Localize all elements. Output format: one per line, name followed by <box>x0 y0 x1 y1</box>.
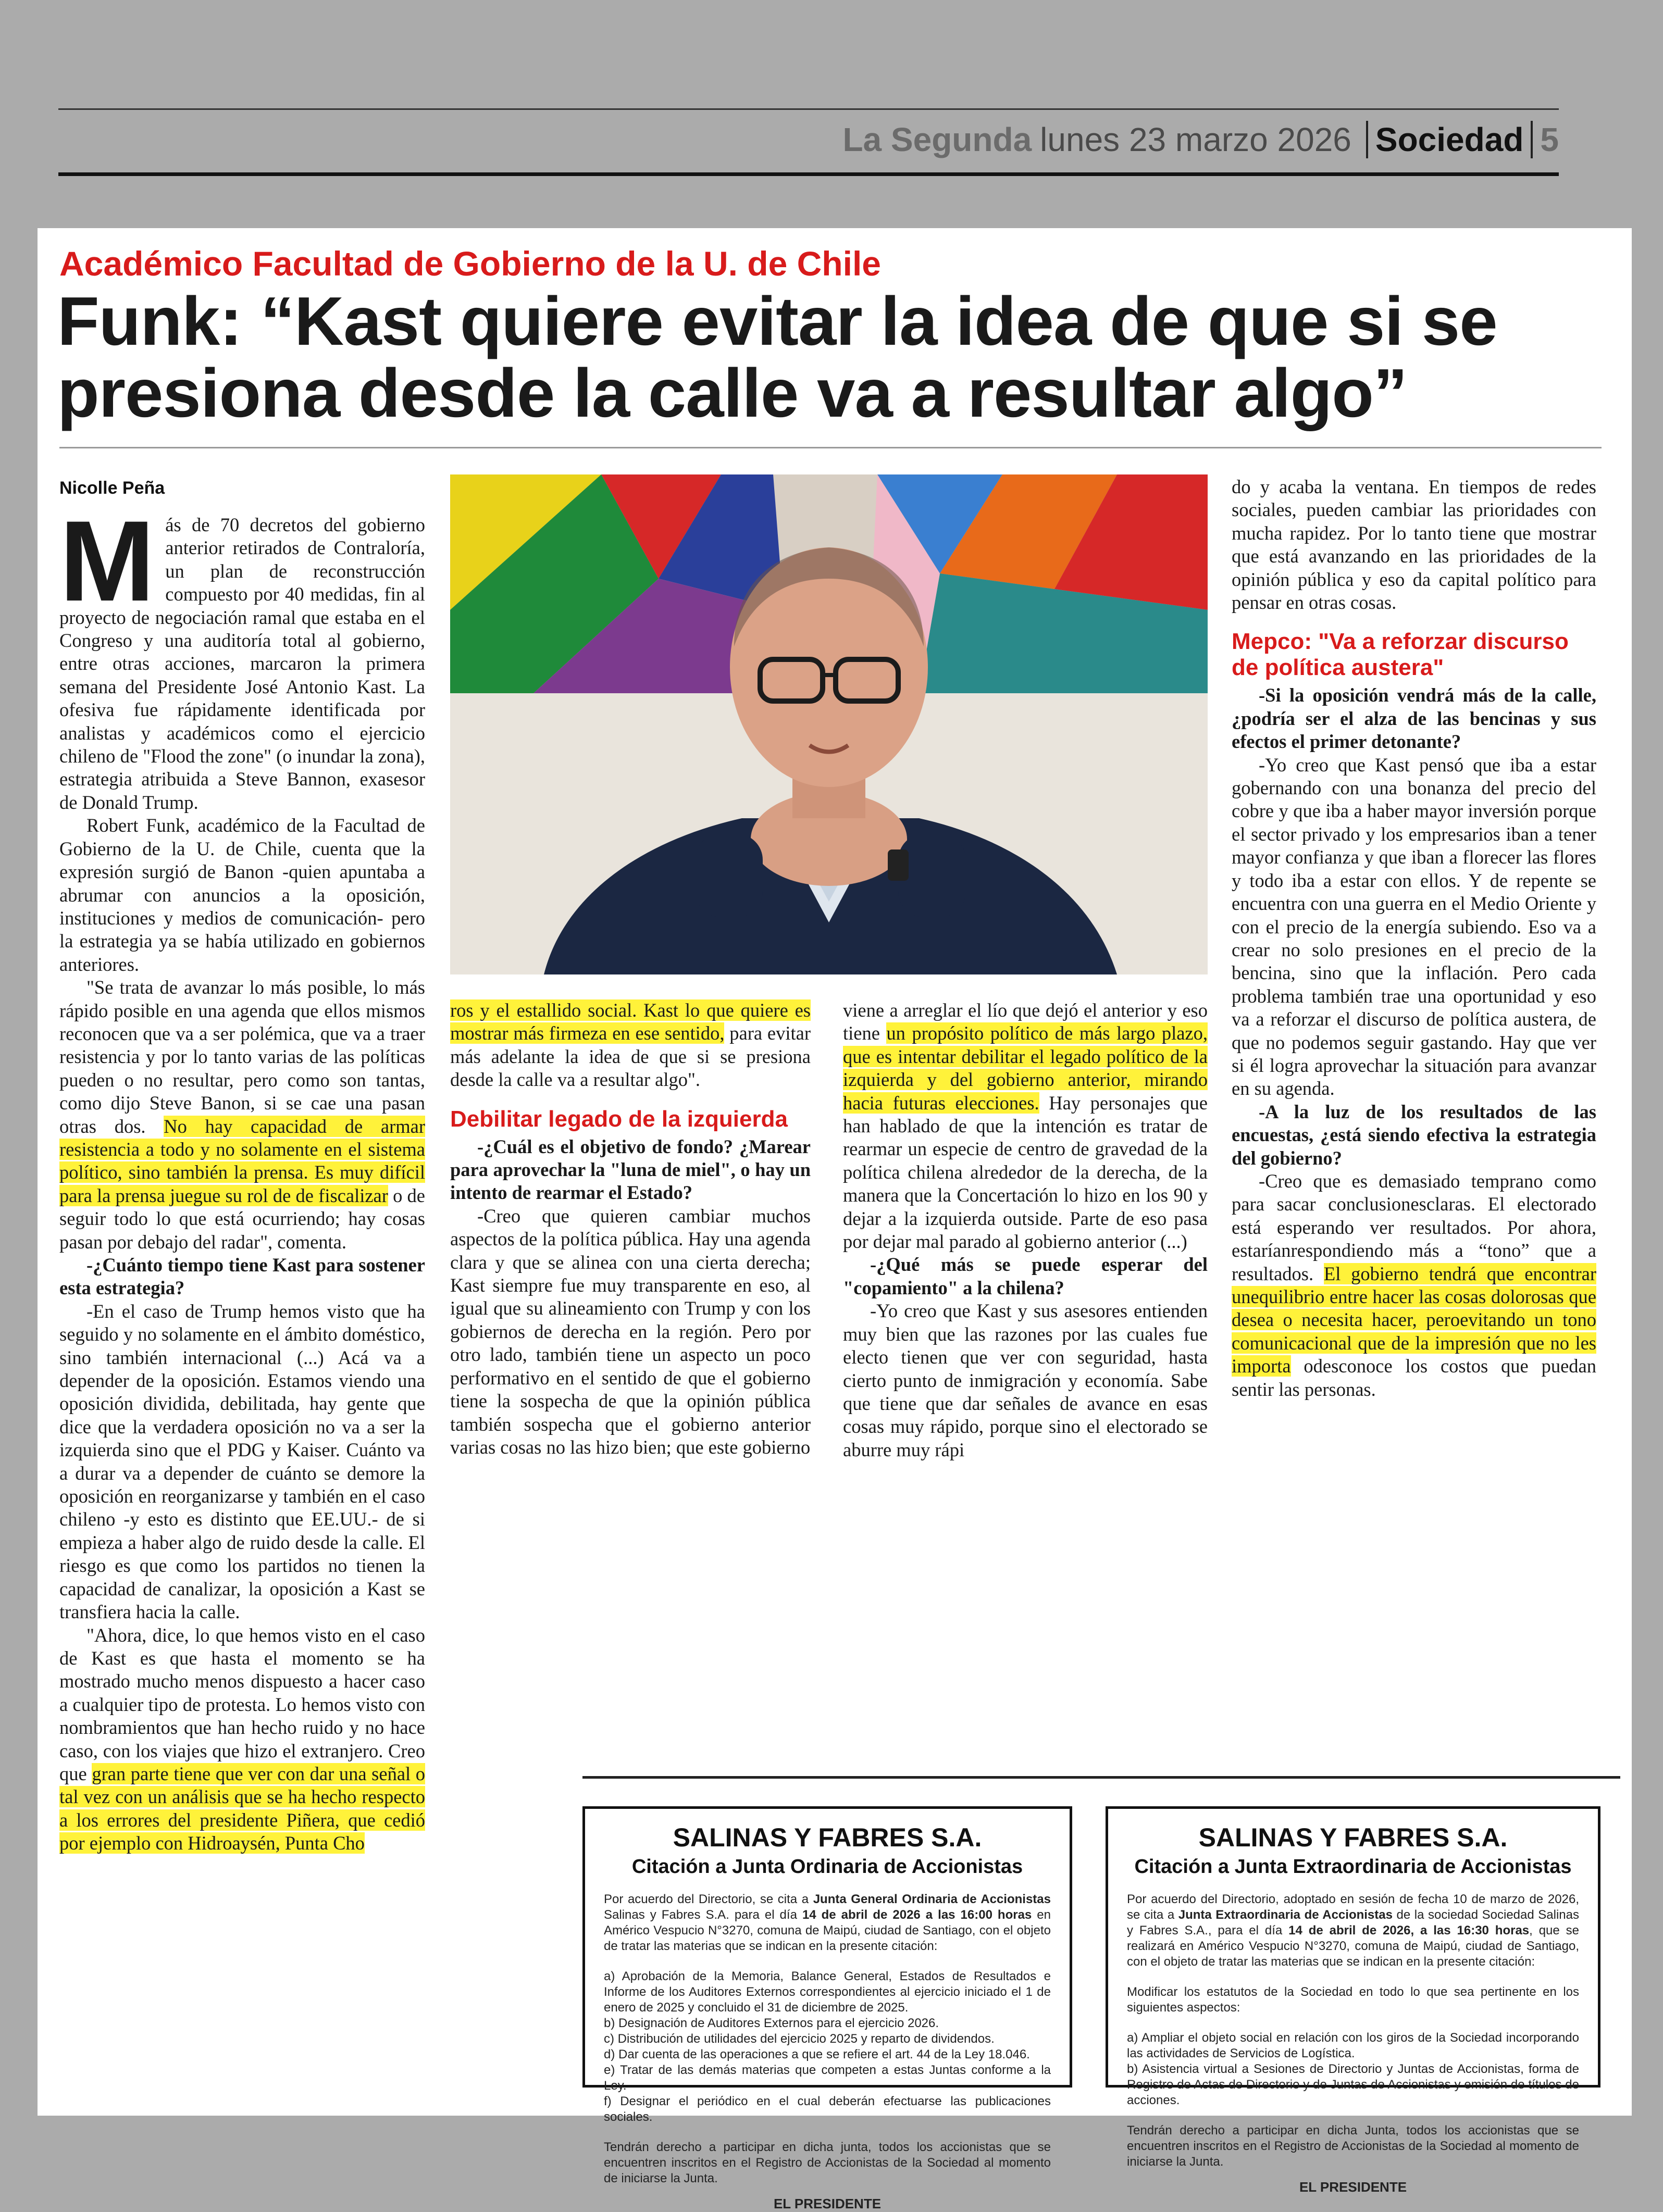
masthead-row <box>842 119 1559 160</box>
notice-subtitle: Citación a Junta Extraordinaria de Accionistas <box>1134 1856 1572 1878</box>
paragraph-text: ás de 70 decretos del gobierno anterior retirados de Contraloría, un plan de reconstrucción compuesto por 40 medidas, fin al proyecto de negociación ramal que estaba en el Congreso y una auditoría total al gobierno, entre otras acciones, marcaron la primera semana del Presidente José Antonio Kast. La ofesiva fue rápidamente identificada por analistas y académicos como el ejercicio chileno de "Flood the zone" (o inundar la zona), estrategia atribuida a Steve Bannon, exasesor de Donald Trump. <box>59 514 425 813</box>
section-name: Sociedad <box>1375 121 1524 158</box>
paragraph-text: para evitar más adelante la idea de que si se presiona desde la calle va a resultar algo". <box>450 1022 811 1091</box>
paragraph: -En el caso de Trump hemos visto que ha seguido y no solamente en el ámbito doméstico, sino también internacional (...) Acá va a depender de la oposición. Estamos viendo una oposición dividida, debilitada, hay gente que dice que la verdadera oposición no va a ser la izquierda sino que el PDG y Kaiser. Cuánto va a durar va a depender de cuánto se demore la oposición en reorganizarse y también en el caso chileno -y esto es distinto que EE.UU.- de si empieza a haber algo de ruido desde la calle. El riesgo es que como los partidos no tienen la capacidad de canalizar, la oposición a Kast se transfiera hacia la calle. <box>59 1300 425 1623</box>
interview-question: -Si la oposición vendrá más de la calle, ¿podría ser el alza de las bencinas y sus efectos el primer detonante? <box>1232 684 1596 753</box>
notice-bold: Junta Extraordinaria de Accionistas <box>1178 1908 1393 1922</box>
paragraph <box>59 976 425 1254</box>
notice-item: a) Aprobación de la Memoria, Balance General, Estados de Resultados e Informe de los Auditores Externos correspondientes al ejercicio iniciado el 1 de enero de 2025 y concluido el 31 de diciembre de 2025. <box>604 1969 1051 2015</box>
notice-intro <box>1127 1892 1579 1970</box>
notice-body <box>585 1892 1070 2186</box>
notice-bold: Junta General Ordinaria de Accionistas <box>813 1892 1051 1906</box>
interview-question: -¿Cuál es el objetivo de fondo? ¿Marear para aprovechar la "luna de miel", o hay un intento de rearmar el Estado? <box>450 1135 811 1204</box>
newspaper-name: La Segunda <box>842 121 1032 158</box>
article-column-1 <box>59 497 426 1855</box>
notice-text: en Américo Vespucio N°3270, comuna de Maipú, ciudad de Santiago, con el objeto de tratar las materias que se indican en la presente citación: <box>604 1908 1051 1953</box>
portrait-image <box>450 474 1208 974</box>
issue-date: lunes 23 marzo 2026 <box>1040 121 1351 158</box>
paragraph <box>843 999 1208 1253</box>
paragraph <box>450 999 811 1092</box>
notice-closing: Tendrán derecho a participar en dicha junta, todos los accionistas que se encuentren inscritos en el Registro de Accionistas de la Sociedad al momento de iniciarse la Junta. <box>604 2140 1051 2185</box>
highlighted-text: No hay capacidad de armar resistencia a todo y no solamente en el sistema político, sino también la prensa. Es muy difícil para la prensa juegue su rol de de fiscalizar <box>59 1115 425 1206</box>
legal-notice-extraordinary <box>1106 1806 1600 2195</box>
notice-text: Por acuerdo del Directorio, se cita a <box>604 1892 813 1906</box>
newspaper-page <box>38 228 1632 2211</box>
legal-notice-ordinary <box>582 1806 1072 2211</box>
masthead-divider <box>1366 121 1368 158</box>
headline-divider <box>59 447 1602 448</box>
highlighted-text: un propósito político de más largo plazo, que es intentar debilitar el legado político de la izquierda y del gobierno anterior, mirando hacia futuras elecciones. <box>843 1022 1208 1114</box>
paragraph-text: Hay personajes que han hablado de que la intención es tratar de rearmar un especie de centro de gravedad de la política chilena alrededor de la derecha, de la manera que la Concertación lo hizo en los 90 y dejar a la izquierda outside. Parte de eso pasa por dejar mal parado al gobierno anterior (...) <box>843 1092 1208 1253</box>
notice-item: f) Designar el periódico en el cual deberán efectuarse las publicaciones sociales. <box>604 2094 1051 2124</box>
notice-item: b) Designación de Auditores Externos para el ejercicio 2026. <box>604 2016 939 2030</box>
notice-items <box>1127 2030 1579 2108</box>
notice-company: SALINAS Y FABRES S.A. <box>1198 1823 1508 1852</box>
notice-item: c) Distribución de utilidades del ejercicio 2025 y reparto de dividendos. <box>604 2032 995 2046</box>
paragraph-text: viene a arreglar el lío que dejó el anterior y eso tiene <box>843 999 1208 1044</box>
highlighted-text: gran parte tiene que ver con dar una señal o tal vez con un análisis que se ha hecho respecto a los errores del presidente Piñera, que cedió por ejemplo con Hidroaysén, Punta Cho <box>59 1763 426 1854</box>
notice-text: , que se realizará en Américo Vespucio N°3270, comuna de Maipú, ciudad de Santiago, con el objeto de tratar las materias que se indican en la presente citación: <box>1127 1923 1579 1969</box>
article-column-3 <box>843 999 1208 1461</box>
paragraph <box>1232 1170 1596 1401</box>
interview-question: -A la luz de los resultados de las encuestas, ¿está siendo efectiva la estrategia del gobierno? <box>1232 1101 1596 1169</box>
article-byline: Nicolle Peña <box>59 478 165 498</box>
section-subhead: Debilitar legado de la izquierda <box>450 1106 788 1132</box>
drop-cap: M <box>59 497 155 625</box>
notice-subtitle: Citación a Junta Ordinaria de Accionistas <box>631 1856 1023 1878</box>
article-headline: Funk: “Kast quiere evitar la idea de que si se presiona desde la calle va a resultar algo” <box>57 283 1497 431</box>
paragraph-text: "Ahora, dice, lo que hemos visto en el caso de Kast es que hasta el momento se ha mostrado mucho menos dispuesto a hacer caso a cualquier tipo de protesta. Lo hemos visto con nombramientos que han hecho ruido y no hace caso, con los viajes que hizo el extranjero. Creo que <box>59 1624 425 1784</box>
page-number: 5 <box>1540 121 1559 158</box>
section-subhead: Mepco: "Va a reforzar discurso de política austera" <box>1232 629 1569 681</box>
notice-items <box>604 1969 1051 2125</box>
highlighted-text: El gobierno tendrá que encontrar unequilibrio entre hacer las cosas dolorosas que desea o necesita hacer, peroevitando un tono comunicacional que de la impresión que no les importa <box>1232 1263 1596 1377</box>
notice-text: Salinas y Fabres S.A. para el día <box>604 1908 802 1922</box>
masthead <box>58 108 1559 176</box>
highlighted-text: ros y el estallido social. Kast lo que quiere es mostrar más firmeza en ese sentido, <box>450 999 811 1044</box>
ads-divider <box>582 1776 1620 1779</box>
paragraph-text: "Se trata de avanzar lo más posible, lo más rápido posible en una agenda que ellos mismos reconocen que va a ser polémica, que va a traer resistencia y por lo tanto varias de las políticas pueden o no resultar, pero como son tantas, como dijo Steve Banon, si se cae una pasan otras dos. <box>59 977 425 1137</box>
notice-signature: EL PRESIDENTE <box>773 2196 882 2211</box>
paragraph: do y acaba la ventana. En tiempos de redes sociales, pueden cambiar las prioridades con mucha rapidez. Por lo tanto tiene que mostrar que está avanzando en las prioridades de la opinión pública y eso da capital político para pensar en otras cosas. <box>1232 476 1596 614</box>
paragraph <box>59 497 425 814</box>
notice-text: de la sociedad Sociedad Salinas y Fabres S.A., para el día <box>1127 1908 1579 1938</box>
masthead-divider <box>1531 121 1533 158</box>
paragraph-text: -Creo que es demasiado temprano como para sacar conclusionesclaras. El electorado está esperando ver resultados. Por ahora, estaríanrespondiendo más a “tono” que a resultados. <box>1232 1170 1596 1284</box>
notice-company: SALINAS Y FABRES S.A. <box>673 1823 982 1852</box>
interview-question: -¿Cuánto tiempo tiene Kast para sostener esta estrategia? <box>59 1254 425 1299</box>
paragraph: Robert Funk, académico de la Facultad de Gobierno de la U. de Chile, cuenta que la expresión surgió de Banon -quien apuntaba a abrumar con anuncios a la oposición, instituciones y medios de comunicación- pero la estrategia ya se había utilizado en gobiernos anteriores. <box>59 815 425 975</box>
paragraph: -Creo que quieren cambiar muchos aspectos de la política pública. Hay una agenda clara y que se alinea con una cierta derecha; Kast siempre fue muy transparente en eso, al igual que su alineamiento con Trump y con los gobiernos de derecha en la región. Pero por otro lado, también tiene un aspecto un poco performativo en el sentido de que el gobierno tiene la sospecha de que la opinión pública también sospecha que el gobierno anterior varias cosas no las hizo bien; que este gobierno <box>450 1205 811 1458</box>
notice-closing: Tendrán derecho a participar en dicha Junta, todos los accionistas que se encuentren inscritos en el Registro de Accionistas de la Sociedad al momento de iniciarse la Junta. <box>1127 2123 1579 2169</box>
notice-intro <box>604 1892 1051 1954</box>
notice-item: d) Dar cuenta de las operaciones a que se refiere el art. 44 de la Ley 18.046. <box>604 2047 1030 2061</box>
notice-bold: 14 de abril de 2026 a las 16:00 horas <box>802 1908 1032 1922</box>
notice-body <box>1108 1892 1598 2170</box>
notice-bold: 14 de abril de 2026, a las 16:30 horas <box>1288 1923 1530 1938</box>
notice-item: a) Ampliar el objeto social en relación con los giros de la Sociedad incorporando las actividades de Servicios de Logística. <box>1127 2031 1579 2060</box>
notice-item: b) Asistencia virtual a Sesiones de Directorio y Juntas de Accionistas, forma de Registro de Actas de Directorio y de Juntas de Accionistas y emisión de títulos de acciones. <box>1127 2062 1579 2107</box>
notice-signature: EL PRESIDENTE <box>1299 2179 1407 2195</box>
masthead-top-rule <box>58 108 1559 110</box>
paragraph-text: o de seguir todo lo que está ocurriendo; hay cosas pasan por debajo del radar", comenta. <box>59 1184 425 1253</box>
article-column-4 <box>1232 476 1596 1401</box>
interview-question: -¿Qué más se puede esperar del "copamiento" a la chilena? <box>843 1254 1208 1298</box>
notice-item: e) Tratar de las demás materias que competen a estas Juntas conforme a la Ley. <box>604 2063 1051 2093</box>
notice-lead: Modificar los estatutos de la Sociedad en todo lo que sea pertinente en los siguientes aspectos: <box>1127 1985 1579 2015</box>
paragraph: -Yo creo que Kast y sus asesores entienden muy bien que las razones por las cuales fue electo tienen que ver con seguridad, hasta cierto punto de inmigración y economía. Sabe que tiene que dar señales de avance en esas cosas muy rápido, porque sino el electorado se aburre muy rápi <box>843 1300 1208 1460</box>
article-column-2 <box>450 999 811 1459</box>
article-kicker: Académico Facultad de Gobierno de la U. de Chile <box>59 244 882 283</box>
masthead-bottom-rule <box>58 172 1559 176</box>
article-photo <box>450 474 1208 974</box>
paragraph <box>59 1624 425 1855</box>
paragraph-text: odesconoce los costos que puedan sentir las personas. <box>1232 1355 1596 1400</box>
notice-text: Por acuerdo del Directorio, adoptado en sesión de fecha 10 de marzo de 2026, se cita a <box>1127 1892 1579 1922</box>
paragraph: -Yo creo que Kast pensó que iba a estar gobernando con una bonanza del precio del cobre y que iba a haber mayor inversión porque el sector privado y los empresarios iban a tener mayor confianza y que iban a florecer las flores y todo iba a estar con ellos. Y de repente se encuentra con una guerra en el Medio Oriente y con el precio de la energía subiendo. Eso va a crear no solo presiones en el precio de la bencina, sino que la inflación. Pero cada problema también trae una oportunidad y eso va a reforzar el discurso de política austera, de que no podemos seguir gastando. Hay que ver si él logra aprovechar la situación para avanzar en su agenda. <box>1232 754 1596 1099</box>
